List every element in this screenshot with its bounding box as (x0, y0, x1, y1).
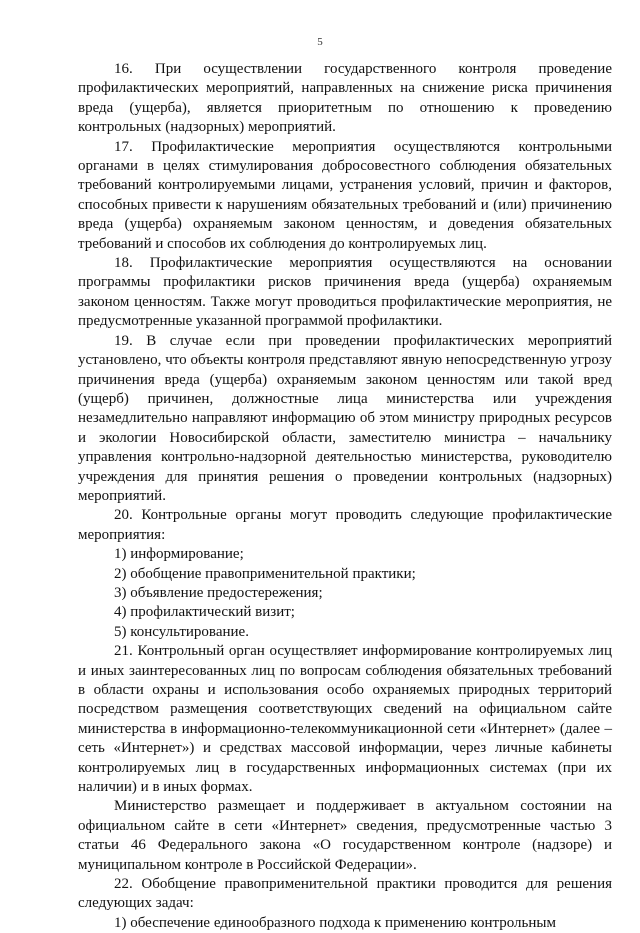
list-item: 2) обобщение правоприменительной практики; (114, 565, 416, 582)
paragraph-21: 21. Контрольный орган осуществляет информирование контролируемых лиц и иных заинтересованных лиц по вопросам соблюдения обязательных требований в области охраны и использования особо охраняемых природных территорий посредством размещения соответствующих сведений на официальном сайте министерства в информационно-телекоммуникационной сети «Интернет» (далее – сеть «Интернет») и средствах массовой информации, через личные кабинеты контролируемых лиц в государственных информационных системах (при их наличии) и в иных формах. (78, 643, 612, 796)
list-item: 3) объявление предостережения; (114, 584, 323, 601)
list-item: 1) информирование; (114, 546, 244, 563)
list-item: 5) консультирование. (114, 623, 249, 640)
document-body (78, 60, 612, 933)
paragraph-18: 18. Профилактические мероприятия осуществляются на основании программы профилактики рисков причинения вреда (ущерба) охраняемым законом ценностям. Также могут проводиться профилактические мероприятия, не предусмотренные указанной программой профилактики. (78, 255, 612, 330)
paragraph-16: 16. При осуществлении государственного контроля проведение профилактических мероприятий, направленных на снижение риска причинения вреда (ущерба), является приоритетным по отношению к проведению контрольных (надзорных) мероприятий. (78, 61, 612, 136)
paragraph-20: 20. Контрольные органы могут проводить следующие профилактические мероприятия: (78, 507, 612, 543)
paragraph-21-continued: Министерство размещает и поддерживает в актуальном состоянии на официальном сайте в сети «Интернет» сведения, предусмотренные частью 3 статьи 46 Федерального закона «О государственном контроле (надзоре) и муниципальном контроле в Российской Федерации». (78, 798, 612, 873)
paragraph-19: 19. В случае если при проведении профилактических мероприятий установлено, что объекты контроля представляют явную непосредственную угрозу причинения вреда (ущерба) охраняемым законом ценностям или такой вред (ущерб) причинен, должностные лица министерства или учреждения незамедлительно направляют информацию об этом министру природных ресурсов и экологии Новосибирской области, заместителю министра – начальнику управления контрольно-надзорной деятельностью министерства, руководителю учреждения для принятия решения о проведении контрольных (надзорных) мероприятий. (78, 332, 612, 504)
page-number: 5 (317, 36, 323, 48)
list-item: 4) профилактический визит; (114, 604, 295, 621)
paragraph-22: 22. Обобщение правоприменительной практики проводится для решения следующих задач: (78, 876, 612, 912)
paragraph-17: 17. Профилактические мероприятия осуществляются контрольными органами в целях стимулирования добросовестного соблюдения обязательных требований контролируемыми лицами, устранения условий, причин и факторов, способных привести к нарушениям обязательных требований и (или) причинению вреда (ущерба) охраняемым законом ценностям, и доведения обязательных требований и способов их соблюдения до контролируемых лиц. (78, 138, 612, 252)
list-item: 1) обеспечение единообразного подхода к применению контрольным (114, 914, 556, 931)
